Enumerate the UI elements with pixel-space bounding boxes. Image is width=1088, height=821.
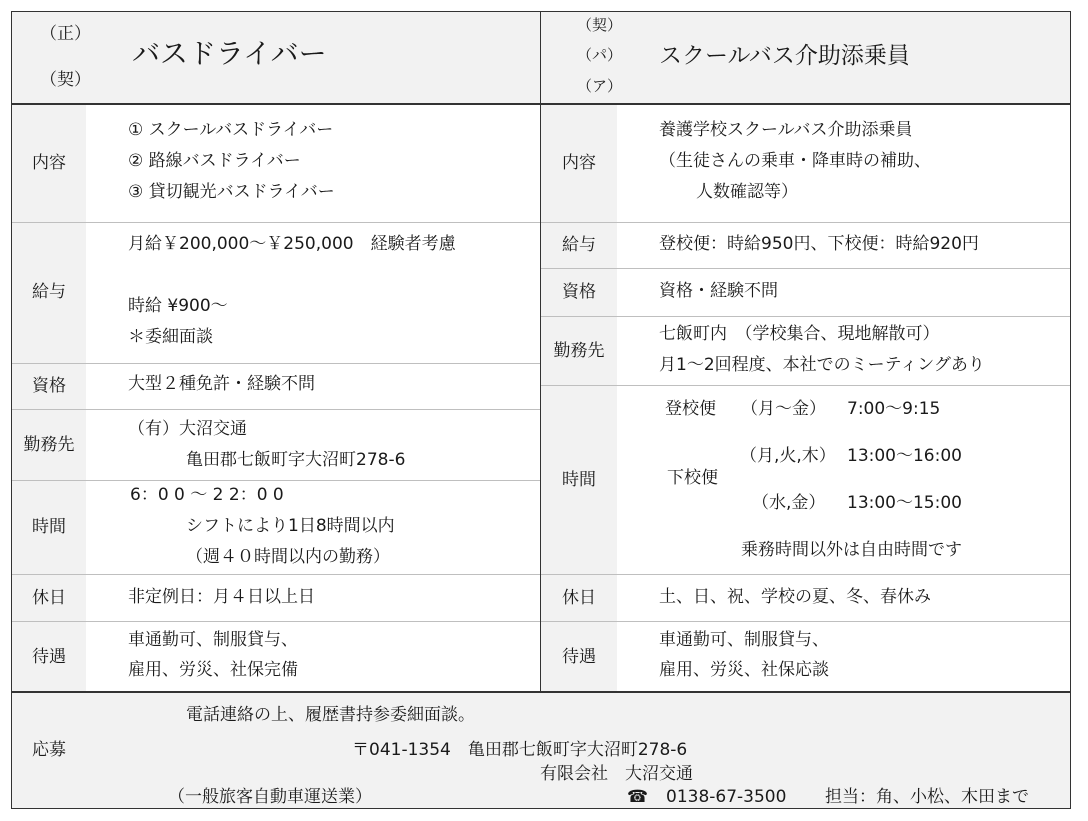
- row-divider: [12, 363, 540, 364]
- right-job-title: スクールバス介助添乗員: [659, 43, 910, 69]
- right-hours-afternoon-time-2: 13:00～15:00: [847, 493, 962, 513]
- employment-type-arbeit: （ア）: [577, 77, 623, 95]
- row-divider: [12, 480, 540, 481]
- row-label-qualification: 資格: [32, 376, 66, 396]
- apply-postal-address: 〒041-1354 亀田郡七飯町字大沼町278-6: [352, 740, 688, 760]
- row-divider: [12, 222, 540, 223]
- row-divider: [12, 409, 540, 410]
- apply-instruction: 電話連絡の上、履歴書持参委細面談。: [186, 705, 475, 725]
- left-hours-weekly: （週４０時間以内の勤務）: [186, 547, 390, 567]
- right-benefits-line-2: 雇用、労災、社保応談: [659, 660, 829, 680]
- row-divider: [541, 268, 1070, 269]
- right-hours-afternoon-days-2: （水,金）: [752, 493, 826, 513]
- row-label-apply: 応募: [32, 740, 66, 760]
- employment-type-contract: （契）: [40, 70, 91, 90]
- right-salary: 登校便：時給950円、下校便：時給920円: [659, 234, 979, 254]
- left-content-line-2: ② 路線バスドライバー: [128, 151, 301, 171]
- row-label-holiday: 休日: [562, 588, 596, 608]
- row-label-salary: 給与: [562, 235, 596, 255]
- row-divider: [541, 222, 1070, 223]
- row-divider: [12, 621, 540, 622]
- right-hours-morning-days: （月～金）: [741, 399, 826, 419]
- left-salary-hourly: 時給 ¥900～: [128, 296, 228, 316]
- right-holiday: 土、日、祝、学校の夏、冬、春休み: [659, 587, 931, 607]
- apply-business-type: （一般旅客自動車運送業）: [168, 787, 372, 807]
- row-label-salary: 給与: [32, 282, 66, 302]
- left-benefits-line-1: 車通勤可、制服貸与、: [128, 630, 298, 650]
- employment-type-regular: （正）: [40, 24, 91, 44]
- employment-type-part: （パ）: [577, 46, 623, 64]
- row-label-benefits: 待遇: [32, 647, 66, 667]
- left-salary-note: ＊委細面談: [128, 327, 213, 347]
- row-divider: [541, 621, 1070, 622]
- apply-divider: [11, 691, 1071, 693]
- row-divider: [541, 385, 1070, 386]
- right-hours-afternoon-days-1: （月,火,木）: [740, 446, 836, 466]
- left-job-title: バスドライバー: [132, 37, 327, 70]
- right-hours-morning-time: 7:00～9:15: [847, 399, 941, 419]
- left-content-line-3: ③ 貸切観光バスドライバー: [128, 182, 335, 202]
- right-hours-note: 乗務時間以外は自由時間です: [741, 540, 962, 560]
- right-hours-afternoon-time-1: 13:00～16:00: [847, 446, 962, 466]
- row-label-content: 内容: [562, 153, 596, 173]
- right-content-line-1: 養護学校スクールバス介助添乗員: [659, 120, 913, 140]
- column-divider: [540, 11, 541, 692]
- row-divider: [541, 316, 1070, 317]
- left-holiday: 非定例日：月４日以上日: [128, 587, 315, 607]
- left-salary-monthly: 月給￥200,000～￥250,000 経験者考慮: [128, 234, 456, 254]
- right-workplace-location: 七飯町内 （学校集合、現地解散可）: [659, 324, 940, 344]
- phone-icon: ☎: [627, 787, 649, 807]
- left-hours-range: 6：0 0 ～ 2 2：0 0: [130, 485, 284, 505]
- left-content-line-1: ① スクールバスドライバー: [128, 120, 334, 140]
- apply-contact-persons: 担当：角、小松、木田まで: [825, 787, 1029, 807]
- left-workplace-company: （有）大沼交通: [128, 419, 247, 439]
- right-qualification: 資格・経験不問: [659, 281, 778, 301]
- left-hours-shift: シフトにより1日8時間以内: [186, 516, 395, 536]
- row-divider: [541, 574, 1070, 575]
- right-hours-morning-label: 登校便: [665, 399, 716, 419]
- left-qualification: 大型２種免許・経験不問: [128, 374, 315, 394]
- apply-company-name: 有限会社 大沼交通: [540, 764, 693, 784]
- employment-type-contract: （契）: [577, 16, 623, 34]
- row-label-workplace: 勤務先: [553, 341, 605, 361]
- row-label-qualification: 資格: [562, 282, 596, 302]
- row-label-content: 内容: [32, 153, 66, 173]
- row-label-holiday: 休日: [32, 588, 66, 608]
- row-label-hours: 時間: [562, 470, 596, 490]
- row-divider: [12, 574, 540, 575]
- right-hours-afternoon-label: 下校便: [667, 468, 718, 488]
- header-divider: [11, 103, 1071, 105]
- right-content-line-3: 人数確認等）: [696, 182, 798, 202]
- row-label-hours: 時間: [32, 517, 66, 537]
- row-label-benefits: 待遇: [562, 647, 596, 667]
- row-label-workplace: 勤務先: [23, 435, 75, 455]
- right-benefits-line-1: 車通勤可、制服貸与、: [659, 630, 829, 650]
- right-workplace-meeting: 月1～2回程度、本社でのミーティングあり: [659, 355, 985, 375]
- left-benefits-line-2: 雇用、労災、社保完備: [128, 660, 298, 680]
- apply-phone-number[interactable]: 0138-67-3500: [666, 787, 787, 807]
- left-workplace-address: 亀田郡七飯町字大沼町278-6: [186, 450, 406, 470]
- right-content-line-2: （生徒さんの乗車・降車時の補助、: [659, 151, 931, 171]
